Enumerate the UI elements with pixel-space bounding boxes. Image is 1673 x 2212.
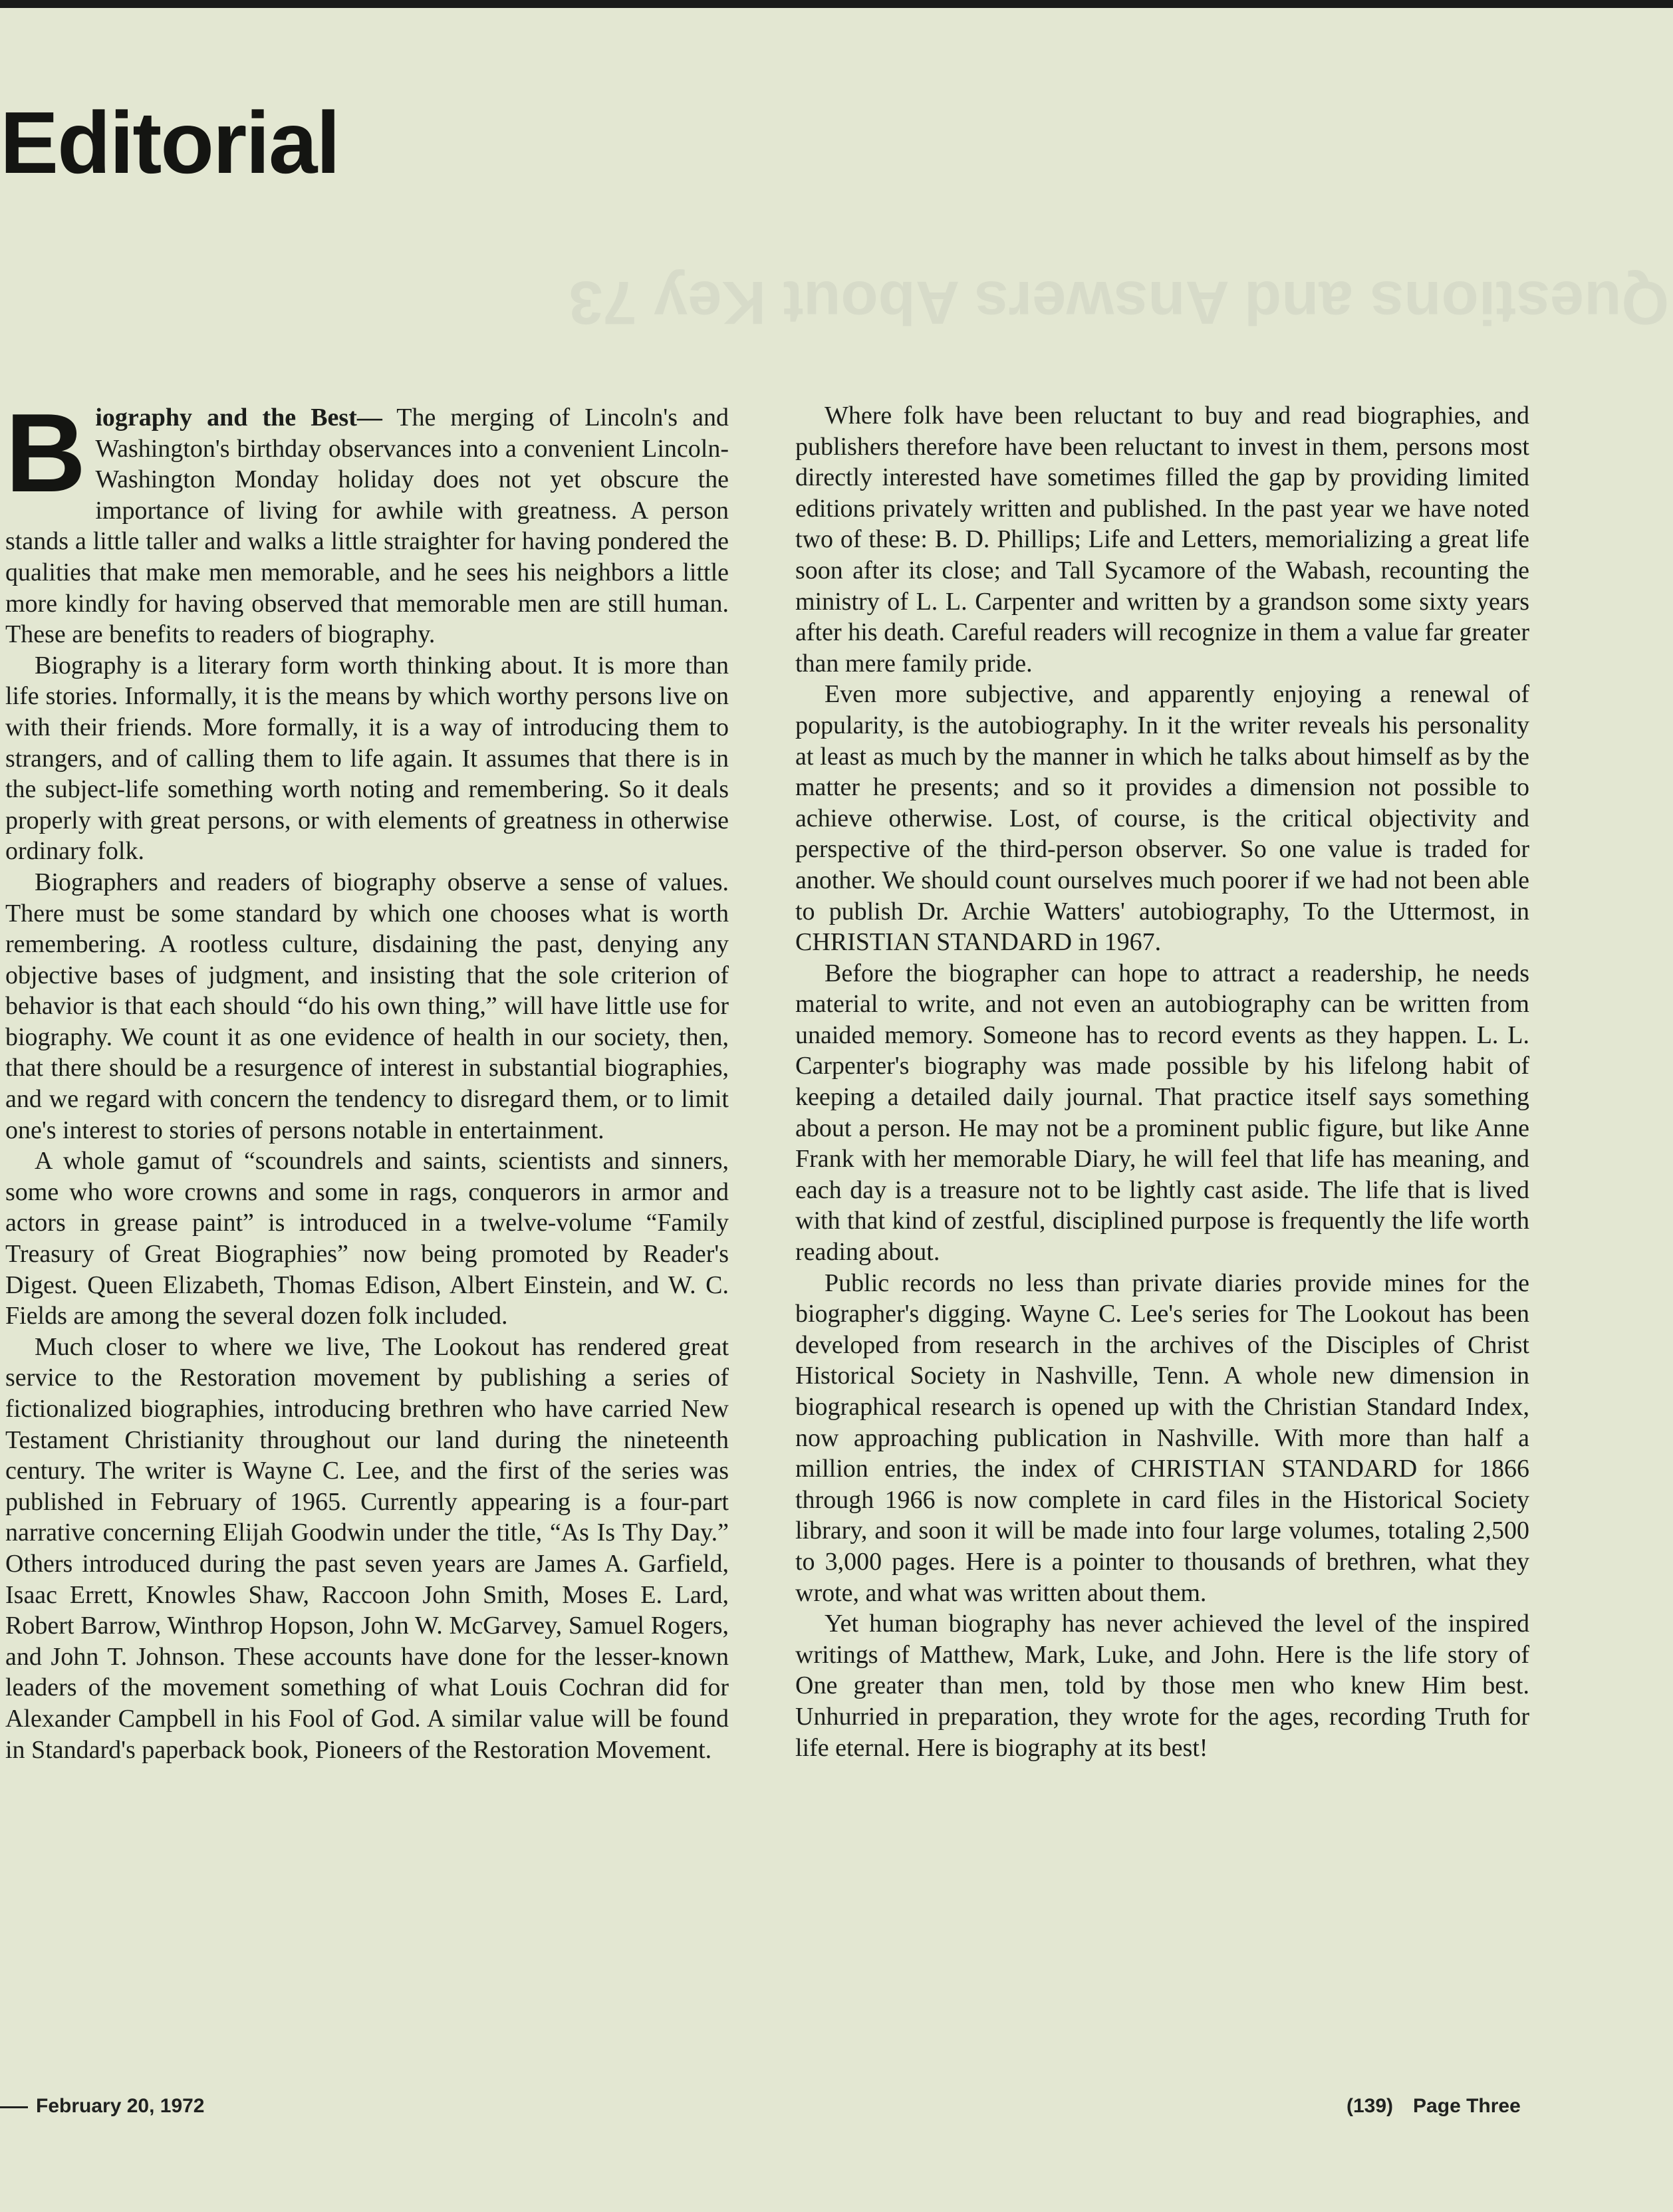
footer-date <box>0 2093 205 2120</box>
page-number: (139) <box>1347 2095 1394 2117</box>
article-title-runin: iography and the Best— <box>95 404 382 431</box>
section-masthead: Editorial <box>0 94 340 191</box>
footer-rule <box>0 2106 28 2108</box>
article-paragraph: Biographers and readers of biography observe a sense of values. There must be some standard by which one chooses what is worth remembering. A rootless culture, disdaining the past, denying any objective bases of judgment, and insisting that the sole criterion of behavior is that each should “do his own thing,” will have little use for biography. We count it as one evidence of health in our society, then, that there should be a resurgence of interest in substantial biographies, and we regard with concern the tendency to disregard them, or to limit one's interest to stories of persons notable in entertainment. <box>5 868 729 1144</box>
page-top-edge <box>0 0 1673 8</box>
article-paragraph: Before the biographer can hope to attract a readership, he needs material to write, and not even an autobiography can be written from unaided memory. Someone has to record events as they happen. L. L. Carpenter's biography was made possible by his lifelong habit of keeping a detailed daily journal. That practice itself says something about a person. He may not be a prominent public figure, but like Anne Frank with her memorable Diary, he will feel that life has meaning, and each day is a treasure not to be lightly cast aside. The life that is lived with that kind of zestful, disciplined purpose is frequently the life worth reading about. <box>795 959 1529 1267</box>
article-column-right <box>795 400 1529 1763</box>
article-column-left <box>5 390 729 1765</box>
article-paragraph: Public records no less than private diaries provide mines for the biographer's digging. Wayne C. Lee's series for The Lookout has been developed from research in the archives of the Disciples of Christ Historical Society in Nashville, Tenn. A whole new dimension in biographical research is opened up with the Christian Standard Index, now approaching publication in Nashville. With more than half a million entries, the index of CHRISTIAN STANDARD for 1866 through 1966 is now complete in card files in the Historical Society library, and soon it will be made into four large volumes, totaling 2,500 to 3,000 pages. Here is a pointer to thousands of brethren, what they wrote, and what was written about them. <box>795 1269 1529 1607</box>
footer-page <box>1347 2093 1521 2120</box>
issue-date: February 20, 1972 <box>36 2095 205 2117</box>
article-paragraph: Much closer to where we live, The Lookout has rendered great service to the Restoration movement by publishing a series of fictionalized biographies, introducing brethren who have carried New Testament Christianity throughout our land during the nineteenth century. The writer is Wayne C. Lee, and the first of the series was published in February of 1965. Currently appearing is a four-part narrative concerning Elijah Goodwin under the title, “As Is Thy Day.” Others introduced during the past seven years are James A. Garfield, Isaac Errett, Knowles Shaw, Raccoon John Smith, Moses E. Lard, Robert Barrow, Winthrop Hopson, John W. McGarvey, Samuel Rogers, and John T. Johnson. These accounts have done for the lesser-known leaders of the movement something of what Louis Cochran did for Alexander Campbell in his Fool of God. A similar value will be found in Standard's paperback book, Pioneers of the Restoration Movement. <box>5 1332 729 1764</box>
article-paragraph: Biography is a literary form worth thinking about. It is more than life stories. Informally, it is the means by which worthy persons live on with their friends. More formally, it is a way of introducing them to strangers, and of calling them to life again. It assumes that there is in the subject-life something worth noting and remembering. So it deals properly with great persons, or with elements of greatness in otherwise ordinary folk. <box>5 651 729 866</box>
show-through-ink: Questions and Answers About Key 73 <box>569 269 1669 336</box>
article-paragraph: Even more subjective, and apparently enjoying a renewal of popularity, is the autobiography. In it the writer reveals his personality at least as much by the manner in which he talks about himself as by the matter he presents; and so it provides a dimension not possible to achieve otherwise. Lost, of course, is the critical objectivity and perspective of the third-person observer. So one value is traded for another. We should count ourselves much poorer if we had not been able to publish Dr. Archie Watters' autobiography, To the Uttermost, in CHRISTIAN STANDARD in 1967. <box>795 680 1529 957</box>
drop-cap: B <box>5 390 86 515</box>
article-paragraph: A whole gamut of “scoundrels and saints, scientists and sinners, some who wore crowns and some in rags, conquerors in armor and actors in grease paint” is introduced in a twelve-volume “Family Treasury of Great Biographies” now being promoted by Reader's Digest. Queen Elizabeth, Thomas Edison, Albert Einstein, and W. C. Fields are among the several dozen folk included. <box>5 1147 729 1330</box>
page-label: Page Three <box>1413 2095 1521 2117</box>
article-paragraph: Where folk have been reluctant to buy and read biographies, and publishers therefore have been reluctant to invest in them, persons most directly interested have sometimes filled the gap by providing limited editions privately written and published. In the past year we have noted two of these: B. D. Phillips; Life and Letters, memorializing a great life soon after its close; and Tall Sycamore of the Wabash, recounting the ministry of L. L. Carpenter and written by a grandson some sixty years after his death. Careful readers will recognize in them a value far greater than mere family pride. <box>795 402 1529 677</box>
article-paragraph <box>5 390 729 650</box>
paragraph-text: The merging of Lincoln's and Washington's birthday observances into a convenient Lincoln-Washington Monday holiday does not yet obscure the importance of living for awhile with greatness. A person stands a little taller and walks a little straighter for having pondered the qualities that make men memorable, and he sees his neighbors a little more kindly for having observed that memorable men are still human. These are benefits to readers of biography. <box>5 404 729 649</box>
article-paragraph: Yet human biography has never achieved the level of the inspired writings of Matthew, Mark, Luke, and John. Here is the life story of One greater than men, told by those men who knew Him best. Unhurried in preparation, they wrote for the ages, recording Truth for life eternal. Here is biography at its best! <box>795 1610 1529 1762</box>
